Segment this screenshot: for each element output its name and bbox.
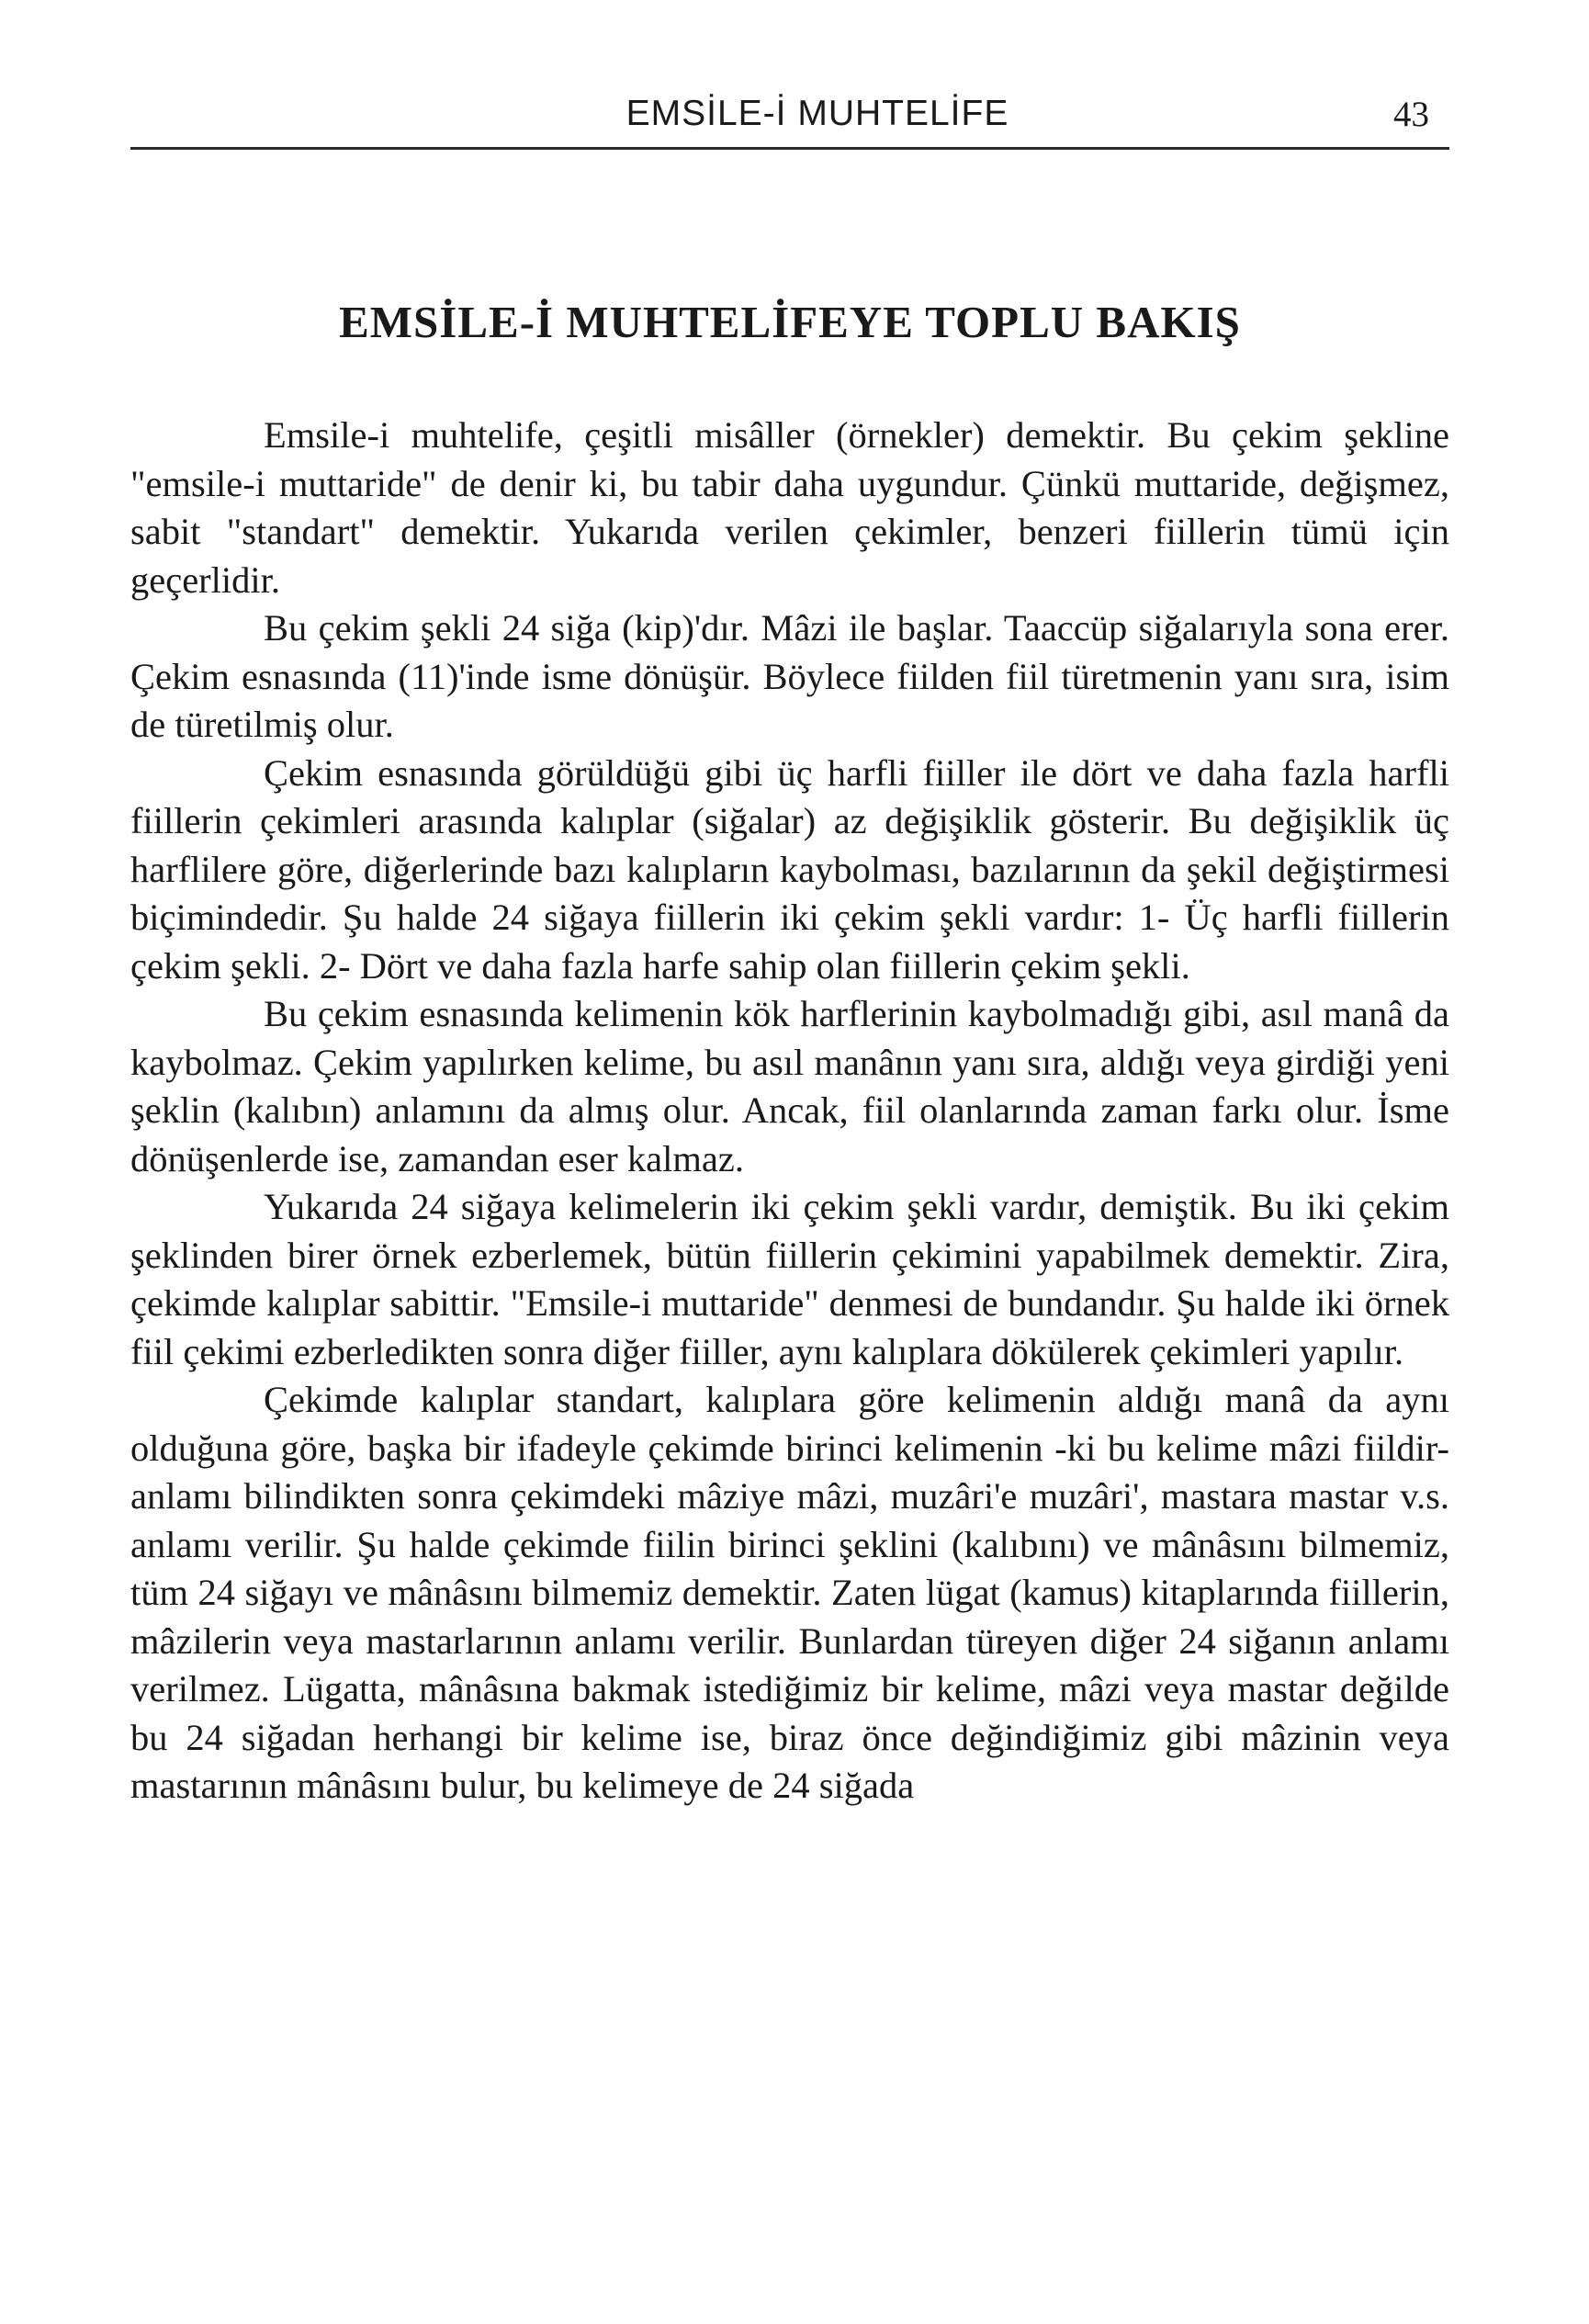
paragraph-1: Emsile-i muhtelife, çeşitli misâller (örnekler) demektir. Bu çekim şekline "emsile-i muttaride" de denir ki, bu tabir daha uygundur. Çünkü muttaride, değişmez, sabit "standart" demektir. Yukarıda verilen çekimler, benzeri fiillerin tümü için geçerlidir. <box>130 414 1449 601</box>
paragraph-5: Yukarıda 24 siğaya kelimelerin iki çekim şekli vardır, demiştik. Bu iki çekim şeklinden birer örnek ezberlemek, bütün fiillerin çekimini yapabilmek demektir. Zira, çekimde kalıplar sabittir. "Emsile-i muttaride" denmesi de bundandır. Şu halde iki örnek fiil çekimi ezberledikten sonra diğer fiiller, aynı kalıplara dökülerek çekimleri yapılır. <box>130 1186 1449 1372</box>
running-header <box>130 90 1449 150</box>
page-number: 43 <box>1393 95 1429 134</box>
body-text <box>130 412 1449 1811</box>
running-title: EMSİLE-İ MUHTELİFE <box>625 94 1009 133</box>
paragraph-6: Çekimde kalıplar standart, kalıplara göre kelimenin aldığı manâ da aynı olduğuna göre, başka bir ifadeyle çekimde birinci kelimenin -ki bu kelime mâzi fiildir- anlamı bilindikten sonra çekimdeki mâziye mâzi, muzâri'e muzâri', mastara mastar v.s. anlamı verilir. Şu halde çekimde fiilin birinci şeklini (kalıbını) ve mânâsını bilmemiz, tüm 24 siğayı ve mânâsını bilmemiz demektir. Zaten lügat (kamus) kitaplarında fiillerin, mâzilerin veya mastarlarının anlamı verilir. Bunlardan türeyen diğer 24 siğanın anlamı verilmez. Lügatta, mânâsına bakmak istediğimiz bir kelime, mâzi veya mastar değilde bu 24 siğadan herhangi bir kelime ise, biraz önce değindiğimiz gibi mâzinin veya mastarının mânâsını bulur, bu kelimeye de 24 siğada <box>130 1379 1449 1806</box>
paragraph-3: Çekim esnasında görüldüğü gibi üç harfli fiiller ile dört ve daha fazla harfli fiillerin çekimleri arasında kalıplar (siğalar) az değişiklik gösterir. Bu değişiklik üç harflilere göre, diğerlerinde bazı kalıpların kaybolması, bazılarının da şekil değiştirmesi biçimindedir. Şu halde 24 siğaya fiillerin iki çekim şekli vardır: 1- Üç harfli fiillerin çekim şekli. 2- Dört ve daha fazla harfe sahip olan fiillerin çekim şekli. <box>130 751 1449 987</box>
chapter-title: EMSİLE-İ MUHTELİFEYE TOPLU BAKIŞ <box>339 297 1241 347</box>
paragraph-4: Bu çekim esnasında kelimenin kök harflerinin kaybolmadığı gibi, asıl manâ da kaybolmaz. Çekim yapılırken kelime, bu asıl manânın yanı sıra, aldığı veya girdiği yeni şeklin (kalıbın) anlamını da almış olur. Ancak, fiil olanlarında zaman farkı olur. İsme dönüşenlerde ise, zamandan eser kalmaz. <box>130 993 1449 1179</box>
paragraph-2: Bu çekim şekli 24 siğa (kip)'dır. Mâzi ile başlar. Taaccüp siğalarıyla sona erer. Çekim esnasında (11)'inde isme dönüşür. Böylece fiilden fiil türetmenin yanı sıra, isim de türetilmiş olur. <box>130 607 1449 745</box>
